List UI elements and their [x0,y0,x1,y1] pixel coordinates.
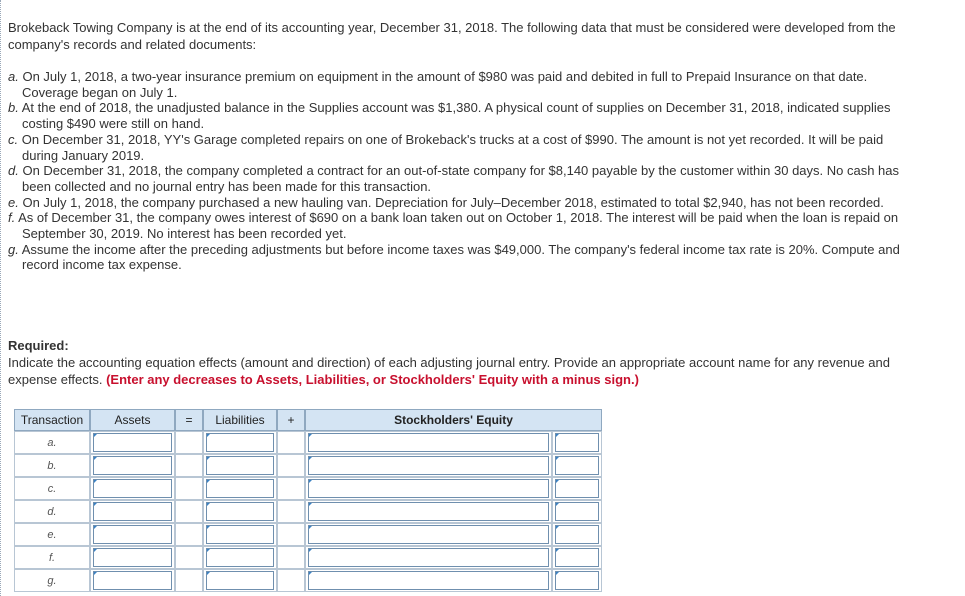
assets-input[interactable] [93,548,172,567]
list-item [8,132,908,163]
assets-input-cell [90,454,175,477]
item-text: On July 1, 2018, a two-year insurance premium on equipment in the amount of $980 was paid and debited in full to Prepaid Insurance on that date. Coverage began on July 1. [22,69,868,100]
liabilities-input[interactable] [206,433,274,452]
required-section [8,337,908,388]
item-letter: c. [8,131,19,147]
list-item [8,242,908,273]
equals-cell [175,546,203,569]
liabilities-input[interactable] [206,548,274,567]
assets-input-cell [90,500,175,523]
transaction-label: c. [14,477,90,500]
plus-cell [277,454,305,477]
table-header-row [14,409,602,431]
transaction-label: a. [14,431,90,454]
equity-amount-input-cell [552,500,602,523]
equity-amount-input[interactable] [555,479,599,498]
equity-amount-input-cell [552,431,602,454]
item-letter: b. [8,100,19,116]
equals-cell [175,569,203,592]
equity-amount-input[interactable] [555,502,599,521]
table-row [14,546,602,569]
equity-amount-input-cell [552,546,602,569]
liabilities-input-cell [203,569,277,592]
assets-input[interactable] [93,525,172,544]
equity-amount-input[interactable] [555,433,599,452]
liabilities-input-cell [203,431,277,454]
table-body [14,431,602,592]
equity-account-input-cell [305,569,552,592]
equity-amount-input-cell [552,569,602,592]
equity-amount-input-cell [552,477,602,500]
equity-amount-input-cell [552,523,602,546]
transaction-label: d. [14,500,90,523]
equity-account-input[interactable] [308,479,549,498]
equity-amount-input[interactable] [555,525,599,544]
required-instructions [8,354,908,388]
item-text: On July 1, 2018, the company purchased a new hauling van. Depreciation for July–December 2018, estimated to total $2,940, has not been recorded. [22,194,884,210]
plus-cell [277,569,305,592]
plus-cell [277,500,305,523]
list-item [8,69,908,100]
liabilities-input[interactable] [206,502,274,521]
required-heading: Required: [8,338,69,353]
header-assets: Assets [90,409,175,431]
liabilities-input[interactable] [206,479,274,498]
header-stockholders-equity: Stockholders' Equity [305,409,602,431]
equity-account-input[interactable] [308,433,549,452]
item-text: On December 31, 2018, YY's Garage completed repairs on one of Brokeback's trucks at a cost of $990. The amount is not yet recorded. It will be paid during January 2019. [21,131,884,163]
item-text: At the end of 2018, the unadjusted balance in the Supplies account was $1,380. A physical count of supplies on December 31, 2018, indicated supplies costing $490 were still on hand. [21,100,891,132]
plus-cell [277,546,305,569]
list-item [8,210,908,241]
equity-amount-input[interactable] [555,456,599,475]
required-emphasis: (Enter any decreases to Assets, Liabilities, or Stockholders' Equity with a minus sign.) [106,372,639,387]
problem-intro: Brokeback Towing Company is at the end of its accounting year, December 31, 2018. The following data that must be considered were developed from the company's records and related documents: [8,20,896,52]
assets-input[interactable] [93,456,172,475]
plus-cell [277,431,305,454]
liabilities-input-cell [203,546,277,569]
table-row [14,431,602,454]
list-item [8,100,908,131]
equity-amount-input[interactable] [555,571,599,590]
liabilities-input[interactable] [206,525,274,544]
item-letter: a. [8,69,19,84]
liabilities-input-cell [203,500,277,523]
equals-cell [175,523,203,546]
item-letter: d. [8,163,19,179]
assets-input[interactable] [93,433,172,452]
liabilities-input[interactable] [206,571,274,590]
equity-amount-input[interactable] [555,548,599,567]
assets-input-cell [90,569,175,592]
assets-input[interactable] [93,479,172,498]
item-text: On December 31, 2018, the company completed a contract for an out-of-state company for $8,140 payable by the customer within 30 days. No cash has been collected and no journal entry has been made for this transaction. [22,163,900,194]
item-text: Assume the income after the preceding adjustments but before income taxes was $49,000. The company's federal income tax rate is 20%. Compute and record income tax expense. [21,241,900,273]
liabilities-input-cell [203,454,277,477]
equation-effects-table [14,409,602,592]
required-text: Indicate the accounting equation effects (amount and direction) of each adjusting journal entry. Provide an appropriate account name for any revenue and expense effects. [8,355,890,387]
table-row [14,477,602,500]
equity-account-input[interactable] [308,502,549,521]
assets-input-cell [90,523,175,546]
equity-account-input[interactable] [308,525,549,544]
liabilities-input[interactable] [206,456,274,475]
equity-account-input[interactable] [308,456,549,475]
header-plus: + [277,409,305,431]
equals-cell [175,454,203,477]
equity-account-input-cell [305,523,552,546]
item-letter: f. [8,210,16,226]
list-item [8,195,908,211]
liabilities-input-cell [203,477,277,500]
header-transaction: Transaction [14,409,90,431]
header-liabilities: Liabilities [203,409,277,431]
transaction-label: f. [14,546,90,569]
equity-account-input-cell [305,454,552,477]
equity-account-input[interactable] [308,571,549,590]
transaction-label: e. [14,523,90,546]
table-row [14,569,602,592]
liabilities-input-cell [203,523,277,546]
equals-cell [175,431,203,454]
item-letter: g. [8,241,19,257]
assets-input-cell [90,546,175,569]
equity-account-input-cell [305,546,552,569]
plus-cell [277,477,305,500]
equity-account-input-cell [305,500,552,523]
item-text: As of December 31, the company owes interest of $690 on a bank loan taken out on October 1, 2018. The interest will be paid when the loan is repaid on September 30, 2019. No interest has been recorded yet. [18,210,899,242]
header-equals: = [175,409,203,431]
equity-account-input[interactable] [308,548,549,567]
assets-input-cell [90,431,175,454]
adjustment-list [8,69,908,273]
assets-input[interactable] [93,571,172,590]
table-row [14,523,602,546]
assets-input-cell [90,477,175,500]
table-row [14,454,602,477]
equals-cell [175,477,203,500]
list-item [8,163,908,194]
transaction-label: b. [14,454,90,477]
plus-cell [277,523,305,546]
equals-cell [175,500,203,523]
equity-amount-input-cell [552,454,602,477]
equity-account-input-cell [305,431,552,454]
table-row [14,500,602,523]
item-letter: e. [8,194,19,210]
equity-account-input-cell [305,477,552,500]
assets-input[interactable] [93,502,172,521]
transaction-label: g. [14,569,90,592]
